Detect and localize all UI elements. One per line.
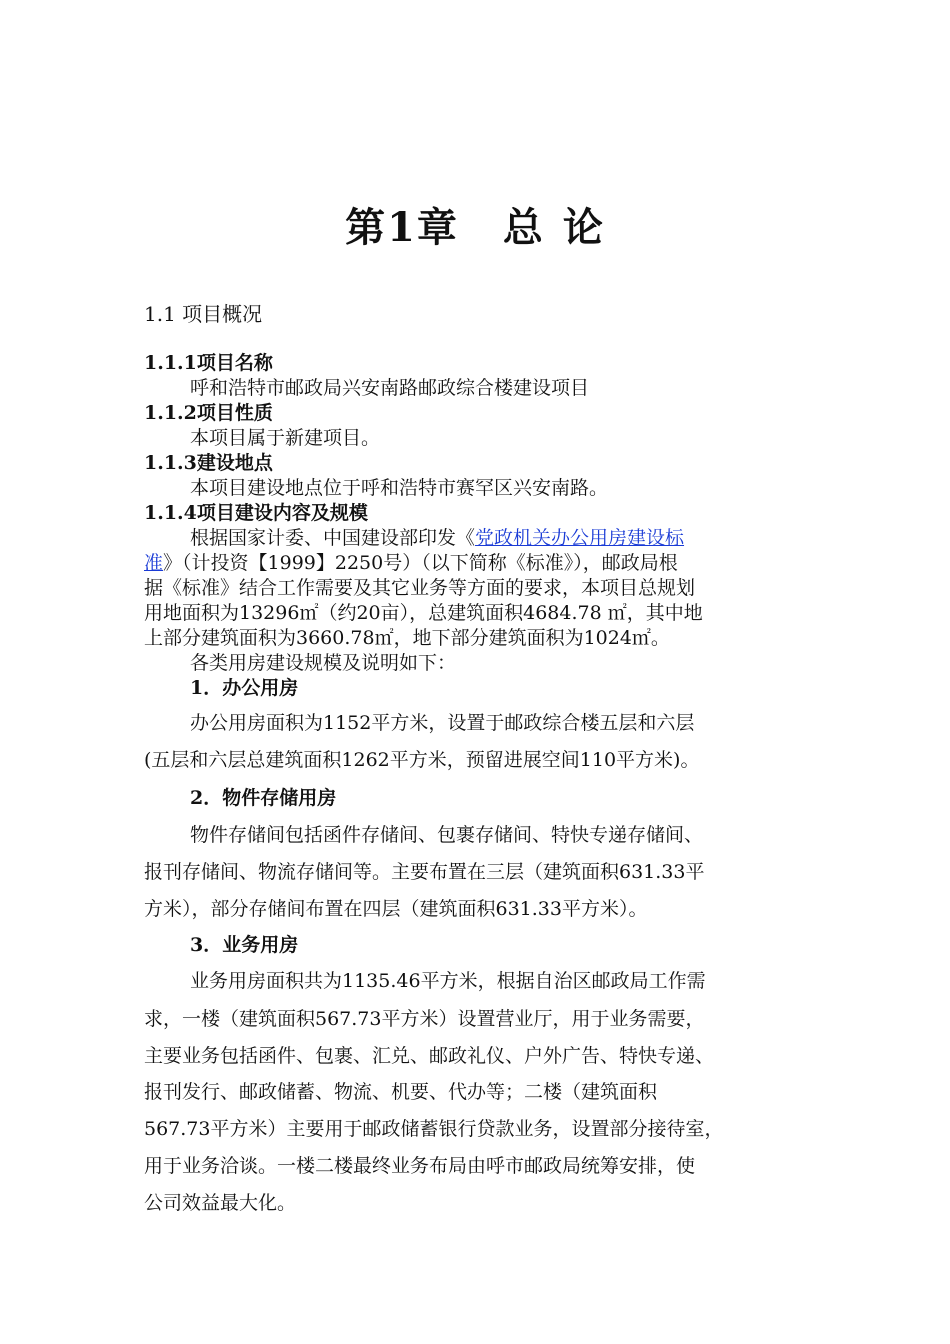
heading-1-1-1: 1.1.1项目名称 [144,352,273,374]
heading-1-1-2: 1.1.2项目性质 [144,402,273,424]
storage-line-2: 报刊存储间、物流存储间等。主要布置在三层（建筑面积631.33平 [144,861,705,883]
business-line-1: 业务用房面积共为1135.46平方米，根据自治区邮政局工作需 [190,970,706,992]
business-line-2: 求，一楼（建筑面积567.73平方米）设置营业厅，用于业务需要， [144,1008,705,1030]
paragraph-project-nature: 本项目属于新建项目。 [190,427,381,449]
chapter-word-2: 论 [562,204,605,251]
storage-line-1: 物件存储间包括函件存储间、包裹存储间、特快专递存储间、 [190,824,704,846]
standard-link-cont[interactable]: 准 [144,552,164,574]
heading-business: 3．业务用房 [190,934,299,956]
office-line-2: (五层和六层总建筑面积1262平方米，预留进展空间110平方米)。 [144,749,700,771]
chapter-number: 第1章 [345,204,459,251]
heading-storage: 2．物件存储用房 [190,787,337,809]
standard-link[interactable]: 党政机关办公用房建设标 [475,527,685,549]
business-line-7: 公司效益最大化。 [144,1192,297,1214]
chapter-title [0,196,950,253]
scale-line-3: 据《标准》结合工作需要及其它业务等方面的要求，本项目总规划 [144,577,696,599]
heading-1-1-3: 1.1.3建设地点 [144,452,273,474]
scale-line-2 [144,548,678,575]
business-line-6: 用于业务洽谈。一楼二楼最终业务布局由呼市邮政局统筹安排，使 [144,1155,696,1177]
scale-line-6: 各类用房建设规模及说明如下： [190,652,457,674]
section-heading-1-1: 1.1 项目概况 [144,302,263,326]
business-line-5: 567.73平方米）主要用于邮政储蓄银行贷款业务，设置部分接待室， [144,1118,724,1140]
business-line-4: 报刊发行、邮政储蓄、物流、机要、代办等；二楼（建筑面积 [144,1081,658,1103]
scale-line-1-text: 根据国家计委、中国建设部印发《 [190,527,476,549]
scale-line-2-text: 》（计投资【1999】2250号）（以下简称《标准》），邮政局根 [163,552,678,574]
heading-office: 1．办公用房 [190,677,299,699]
paragraph-project-name: 呼和浩特市邮政局兴安南路邮政综合楼建设项目 [190,377,590,399]
business-line-3: 主要业务包括函件、包裹、汇兑、邮政礼仪、户外广告、特快专递、 [144,1045,715,1067]
office-line-1: 办公用房面积为1152平方米，设置于邮政综合楼五层和六层 [190,712,695,734]
storage-line-3: 方米），部分存储间布置在四层（建筑面积631.33平方米）。 [144,898,648,920]
scale-line-4: 用地面积为13296㎡（约20亩），总建筑面积4684.78 ㎡，其中地 [144,602,703,624]
scale-line-1 [190,523,684,550]
paragraph-project-location: 本项目建设地点位于呼和浩特市赛罕区兴安南路。 [190,477,609,499]
scale-line-5: 上部分建筑面积为3660.78㎡，地下部分建筑面积为1024㎡。 [144,627,670,649]
heading-1-1-4: 1.1.4项目建设内容及规模 [144,502,368,524]
chapter-word-1: 总 [502,204,545,251]
